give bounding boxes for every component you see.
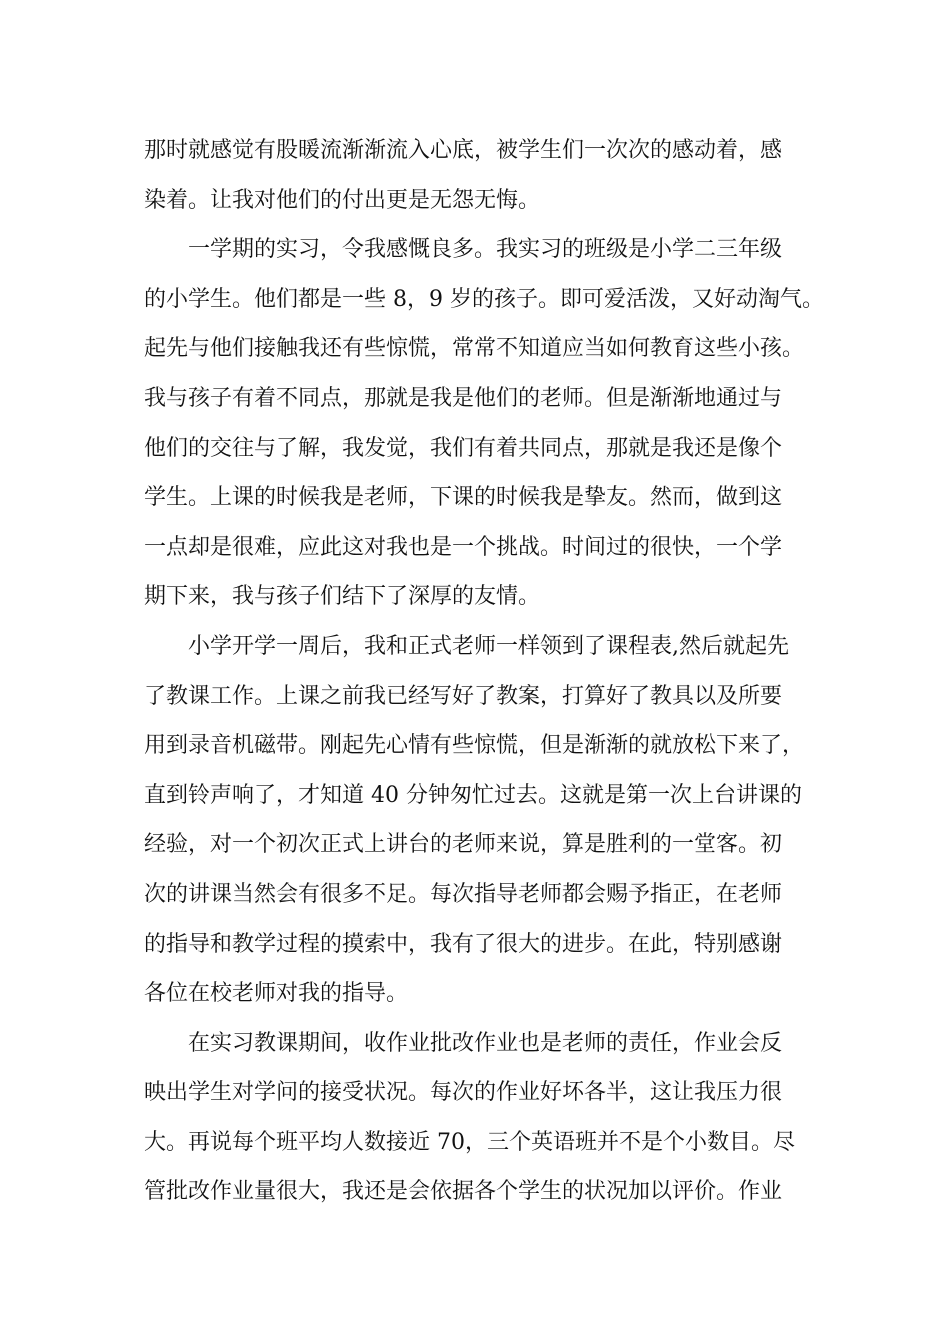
text-line: 各位在校老师对我的指导。 — [144, 981, 409, 1007]
text-line: 用到录音机磁带。刚起先心情有些惊慌，但是渐渐的就放松下来了， — [144, 733, 805, 759]
text-line: 染着。让我对他们的付出更是无怨无悔。 — [144, 187, 541, 213]
text-line: 管批改作业量很大，我还是会依据各个学生的状况加以评价。作业 — [144, 1179, 783, 1205]
paragraph-4 — [144, 1019, 814, 1217]
text-line: 期下来，我与孩子们结下了深厚的友情。 — [144, 584, 541, 610]
paragraph-1 — [144, 126, 814, 225]
text-line: 在实习教课期间，收作业批改作业也是老师的责任，作业会反 — [188, 1030, 783, 1056]
text-line: 次的讲课当然会有很多不足。每次指导老师都会赐予指正，在老师 — [144, 881, 783, 907]
text-line: 他们的交往与了解，我发觉，我们有着共同点，那就是我还是像个 — [144, 435, 783, 461]
text-line: 映出学生对学问的接受状况。每次的作业好坏各半，这让我压力很 — [144, 1080, 783, 1106]
text-line: 直到铃声响了，才知道 40 分钟匆忙过去。这就是第一次上台讲课的 — [144, 782, 802, 808]
text-line: 的指导和教学过程的摸索中，我有了很大的进步。在此，特别感谢 — [144, 931, 783, 957]
text-line: 一学期的实习，令我感慨良多。我实习的班级是小学二三年级 — [188, 237, 783, 263]
text-line: 了教课工作。上课之前我已经写好了教案，打算好了教具以及所要 — [144, 683, 783, 709]
text-line: 小学开学一周后，我和正式老师一样领到了课程表,然后就起先 — [188, 633, 789, 659]
text-line: 那时就感觉有股暖流渐渐流入心底，被学生们一次次的感动着，感 — [144, 138, 783, 163]
text-line: 的小学生。他们都是一些 8，9 岁的孩子。即可爱活泼，又好动淘气。 — [144, 286, 824, 312]
body-text — [144, 126, 824, 1217]
text-line: 学生。上课的时候我是老师，下课的时候我是挚友。然而，做到这 — [144, 485, 783, 511]
paragraph-3 — [144, 622, 814, 1019]
text-line: 大。再说每个班平均人数接近 70，三个英语班并不是个小数目。尽 — [144, 1129, 795, 1155]
text-line: 一点却是很难，应此这对我也是一个挑战。时间过的很快，一个学 — [144, 534, 783, 560]
paragraph-2 — [144, 225, 824, 622]
text-line: 经验，对一个初次正式上讲台的老师来说，算是胜利的一堂客。初 — [144, 832, 783, 858]
text-line: 我与孩子有着不同点，那就是我是他们的老师。但是渐渐地通过与 — [144, 385, 783, 411]
text-line: 起先与他们接触我还有些惊慌，常常不知道应当如何教育这些小孩。 — [144, 336, 805, 362]
